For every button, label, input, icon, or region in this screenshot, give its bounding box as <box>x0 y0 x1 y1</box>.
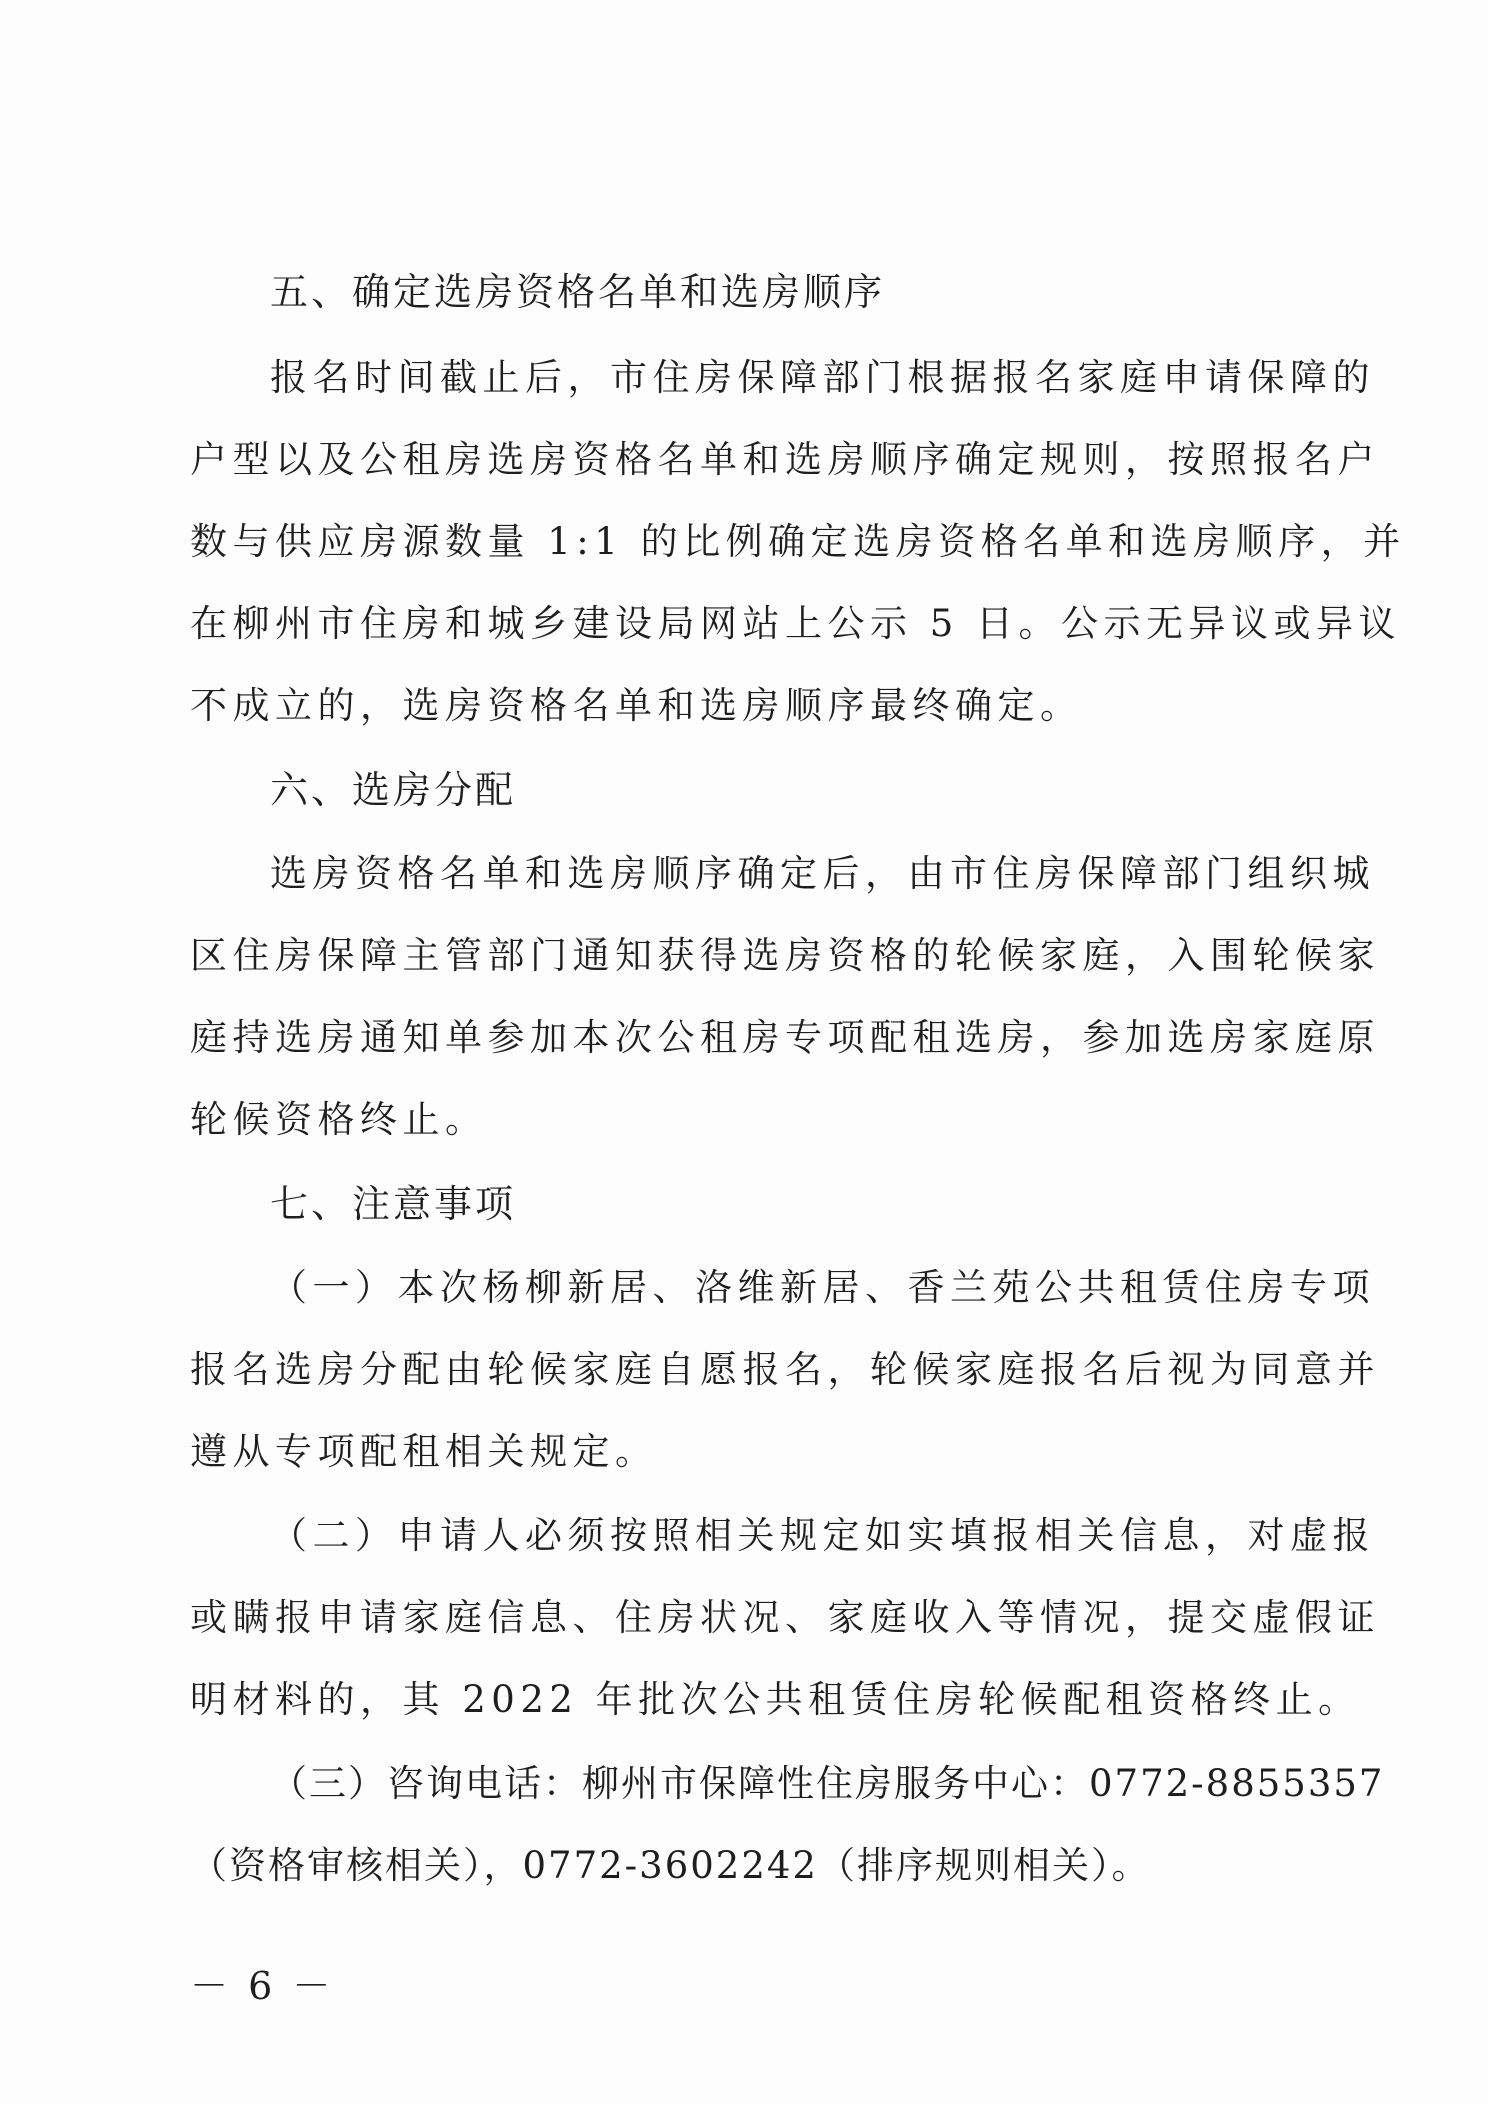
item-1-line-2: 报名选房分配由轮候家庭自愿报名，轮候家庭报名后视为同意并 <box>190 1348 1380 1391</box>
section-6-heading: 六、选房分配 <box>270 768 517 812</box>
item-3-line-2: （资格审核相关），0772-3602242（排序规则相关）。 <box>190 1844 1151 1887</box>
section-6-line-4: 轮候资格终止。 <box>190 1098 488 1141</box>
item-2-line-3: 明材料的，其 2022 年批次公共租赁住房轮候配租资格终止。 <box>190 1678 1361 1721</box>
section-5-line-2: 户型以及公租房选房资格名单和选房顺序确定规则，按照报名户 <box>190 438 1380 481</box>
item-1-line-1: （一）本次杨柳新居、洛维新居、香兰苑公共租赁住房专项 <box>270 1266 1375 1309</box>
item-1-line-3: 遵从专项配租相关规定。 <box>190 1430 658 1473</box>
section-5-line-3: 数与供应房源数量 1:1 的比例确定选房资格名单和选房顺序，并 <box>190 520 1406 563</box>
section-6-line-1: 选房资格名单和选房顺序确定后，由市住房保障部门组织城 <box>270 852 1375 895</box>
item-2-line-1: （二）申请人必须按照相关规定如实填报相关信息，对虚报 <box>270 1514 1375 1557</box>
page-number: － 6 － <box>190 1964 335 2008</box>
item-2-line-2: 或瞒报申请家庭信息、住房状况、家庭收入等情况，提交虚假证 <box>190 1596 1380 1639</box>
item-3-line-1: （三）咨询电话：柳州市保障性住房服务中心：0772-8855357 <box>270 1762 1385 1805</box>
section-6-line-3: 庭持选房通知单参加本次公租房专项配租选房，参加选房家庭原 <box>190 1016 1380 1059</box>
section-5-heading: 五、确定选房资格名单和选房顺序 <box>270 270 886 314</box>
section-6-line-2: 区住房保障主管部门通知获得选房资格的轮候家庭，入围轮候家 <box>190 934 1380 977</box>
section-5-line-1: 报名时间截止后，市住房保障部门根据报名家庭申请保障的 <box>270 356 1375 399</box>
section-5-line-5: 不成立的，选房资格名单和选房顺序最终确定。 <box>190 684 1083 727</box>
section-7-heading: 七、注意事项 <box>270 1182 517 1226</box>
section-5-line-4: 在柳州市住房和城乡建设局网站上公示 5 日。公示无异议或异议 <box>190 602 1402 645</box>
